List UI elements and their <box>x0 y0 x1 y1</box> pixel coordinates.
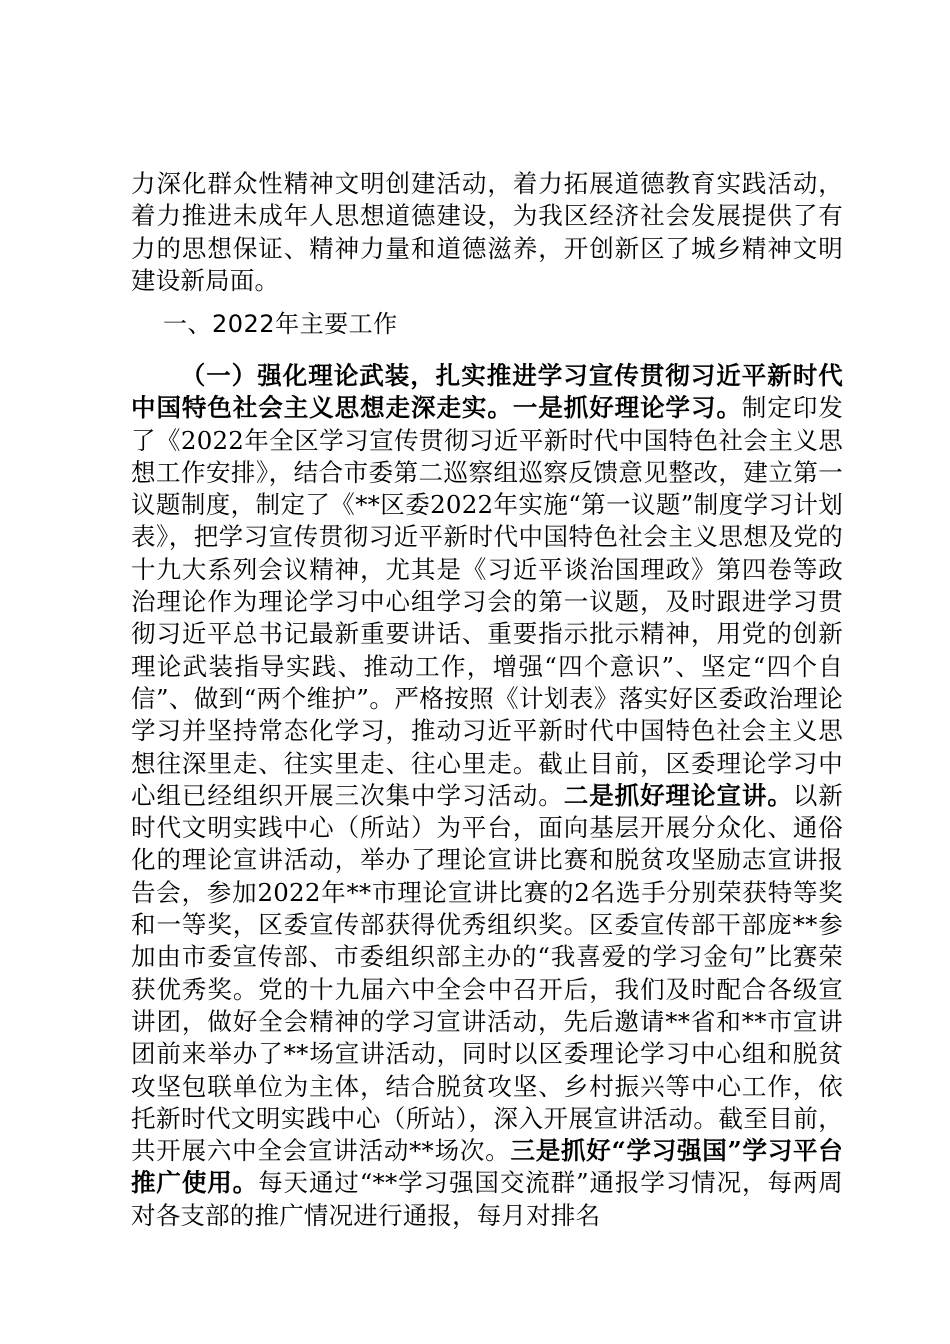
point-3-title: 三是抓好“学习强国”学习平台推广使用。 <box>131 1136 843 1198</box>
point-2-text: 以新时代文明实践中心（所站）为平台，面向基层开展分众化、通俗化的理论宣讲活动，举办了理论宣讲比赛和脱贫攻坚励志宣讲报告会，参加2022年**市理论宣讲比赛的2名选手分别荣获特等奖和一等奖，区委宣传部获得优秀组织奖。区委宣传部干部庞**参加由市委宣传部、市委组织部主办的“我喜爱的学习金句”比赛荣获优秀奖。党的十九届六中全会中召开后，我们及时配合各级宣讲团，做好全会精神的学习宣讲活动，先后邀请**省和**市宣讲团前来举办了**场宣讲活动，同时以区委理论学习中心组和脱贫攻坚包联单位为主体，结合脱贫攻坚、乡村振兴等中心工作，依托新时代文明实践中心（所站），深入开展宣讲活动。截至目前，共开展六中全会宣讲活动**场次。 <box>131 780 843 1166</box>
point-1-text: 制定印发了《2022年全区学习宣传贯彻习近平新时代中国特色社会主义思想工作安排》，结合市委第二巡察组巡察反馈意见整改，建立第一议题制度，制定了《**区委2022年实施“第一议题”制度学习计划表》，把学习宣传贯彻习近平新时代中国特色社会主义思想及党的十九大系列会议精神，尤其是《习近平谈治国理政》第四卷等政治理论作为理论学习中心组学习会的第一议题，及时跟进学习贯彻习近平总书记最新重要讲话、重要指示批示精神，用党的创新理论武装指导实践、推动工作，增强“四个意识”、坚定“四个自信”、做到“两个维护”。严格按照《计划表》落实好区委政治理论学习并坚持常态化学习，推动习近平新时代中国特色社会主义思想往深里走、往实里走、往心里走。截止目前，区委理论学习中心组已经组织开展三次集中学习活动。 <box>131 393 843 810</box>
section-heading: 一、2022年主要工作 <box>163 310 398 338</box>
paragraph-continued <box>131 168 843 297</box>
section-1-title: （一）强化理论武装，扎实推进学习宣传贯彻习近平新时代中国特色社会主义思想走深走实。 <box>131 361 843 423</box>
point-3-text: 每天通过“**学习强国交流群”通报学习情况，每两周对各支部的推广情况进行通报，每月对排名 <box>131 1168 843 1230</box>
paragraph-1-text: 力深化群众性精神文明创建活动，着力拓展道德教育实践活动，着力推进未成年人思想道德建设，为我区经济社会发展提供了有力的思想保证、精神力量和道德滋养，开创新区了城乡精神文明建设新局面。 <box>131 169 843 295</box>
point-2-title: 二是抓好理论宣讲。 <box>563 780 793 810</box>
section-1-paragraph <box>131 360 843 1232</box>
section-1-body <box>131 360 843 1232</box>
point-1-title: 一是抓好理论学习。 <box>512 393 742 423</box>
